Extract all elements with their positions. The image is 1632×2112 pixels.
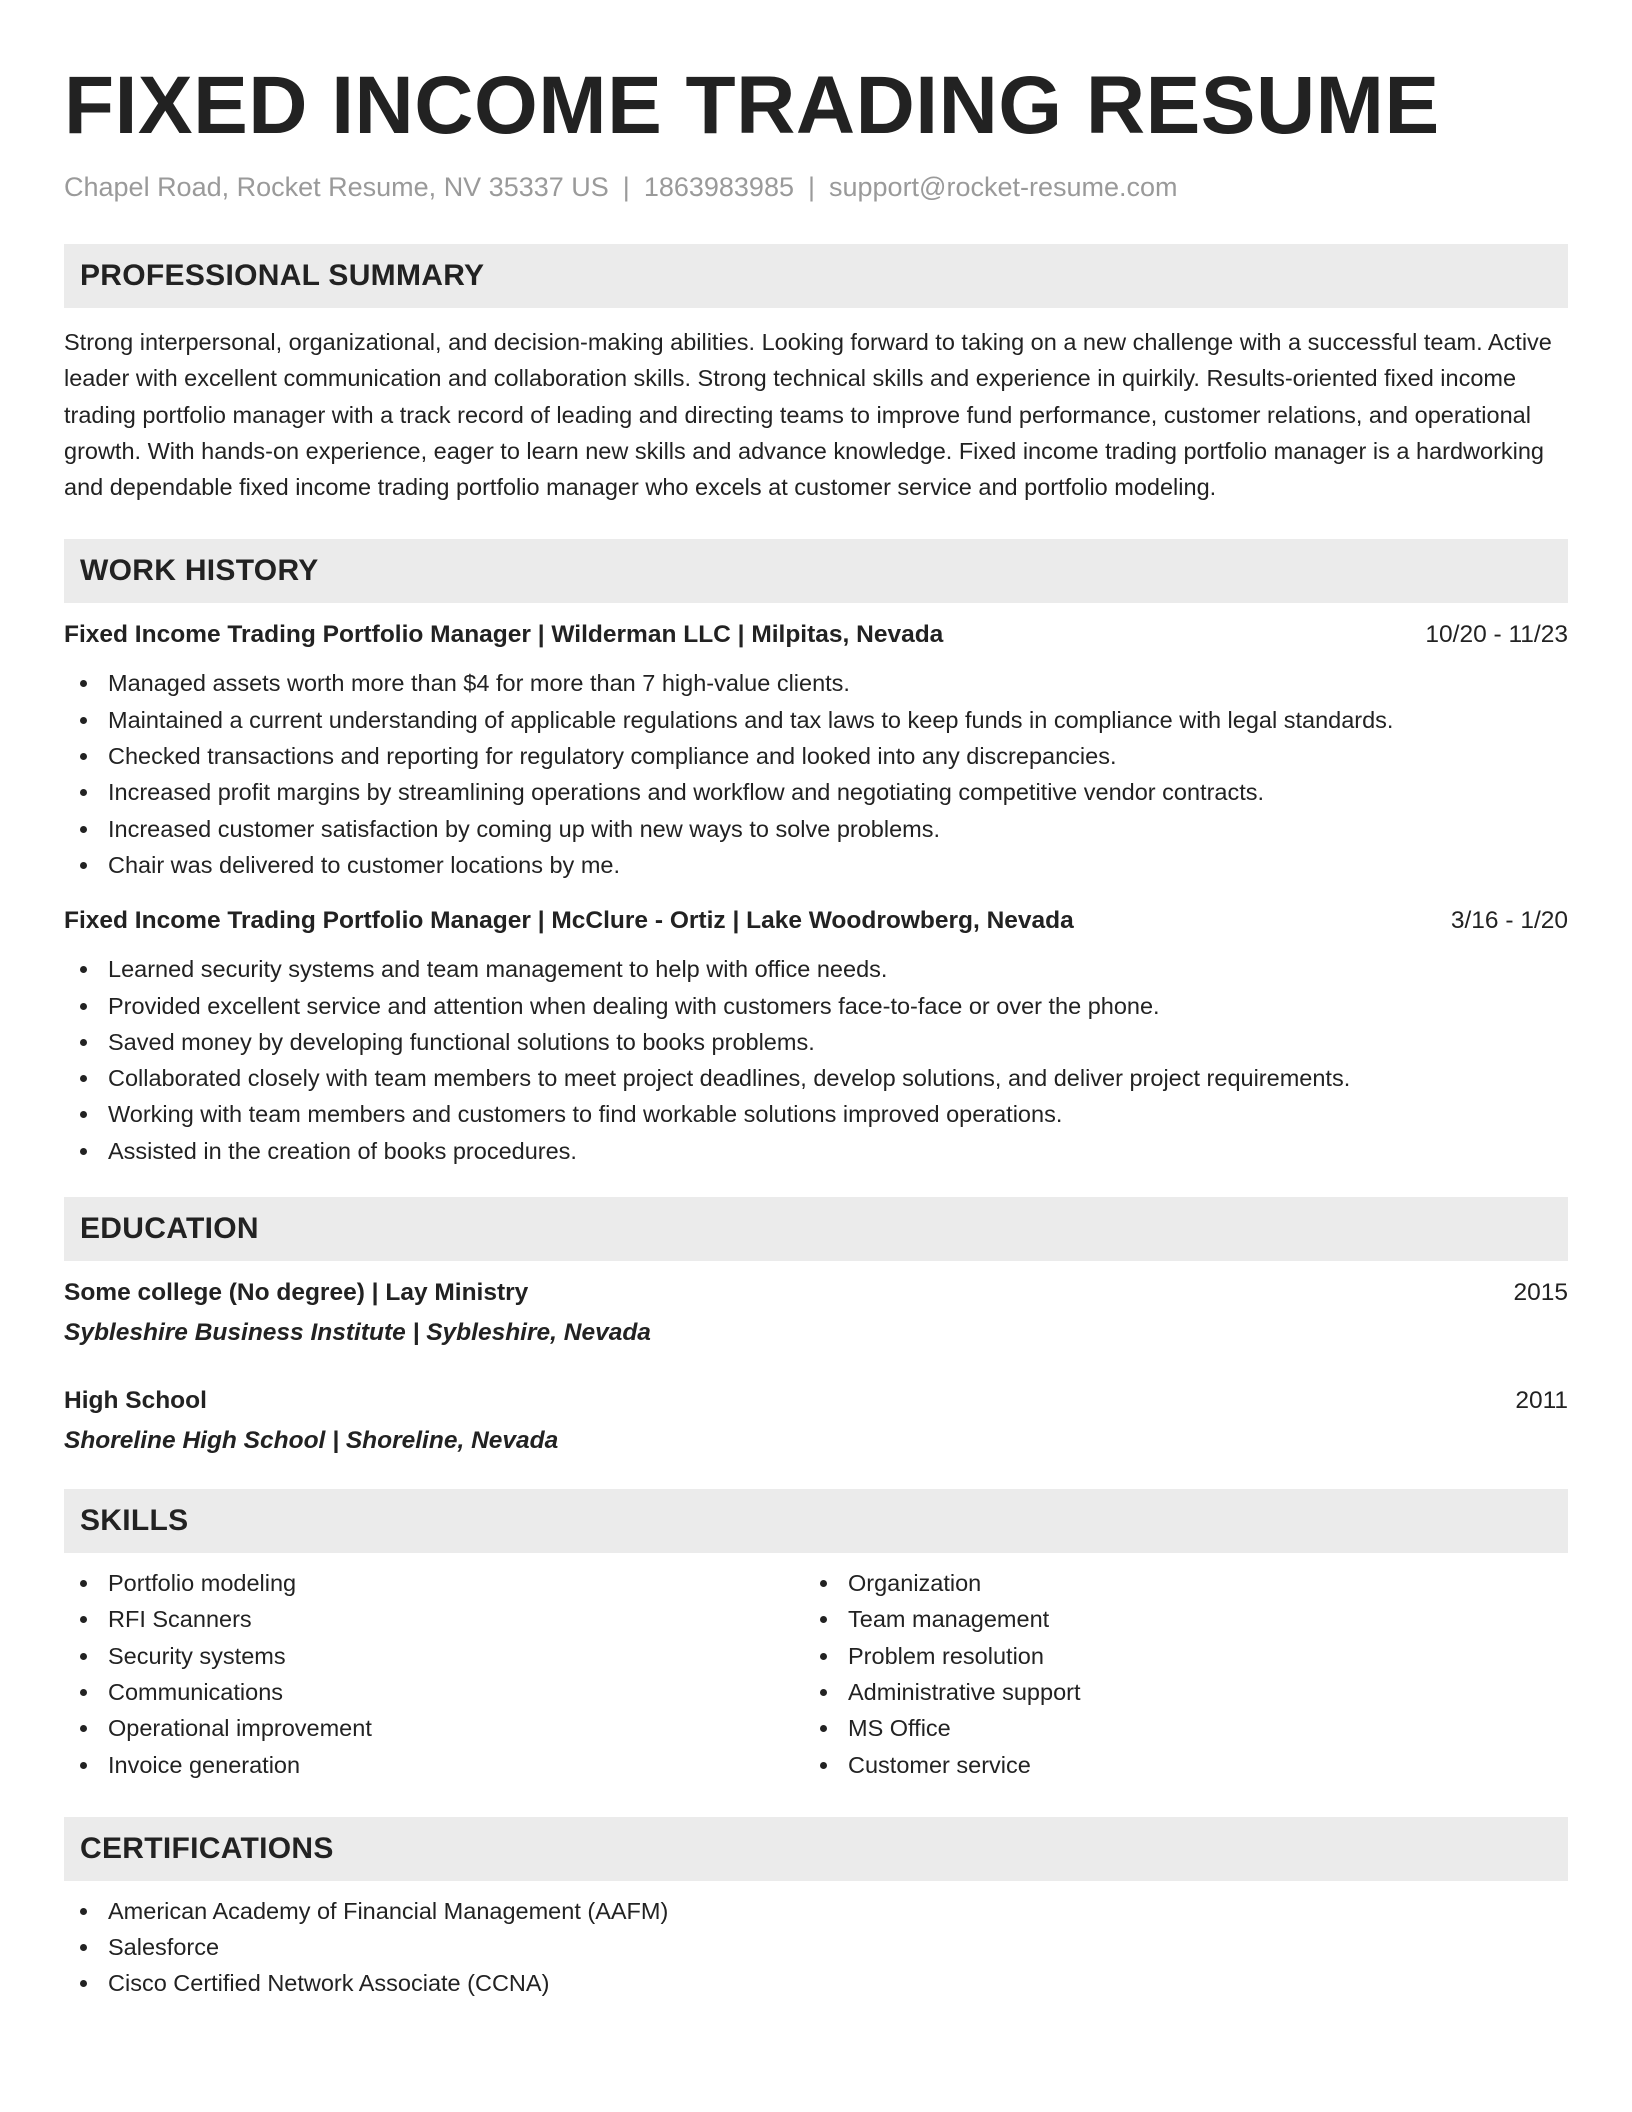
job-title: Fixed Income Trading Portfolio Manager | McClure - Ortiz | Lake Woodrowberg, Nevada [64, 907, 1074, 935]
resume-title: FIXED INCOME TRADING RESUME [64, 60, 1440, 151]
list-item: Increased profit margins by streamlining operations and workflow and negotiating competitive vendor contracts. [64, 774, 1568, 810]
list-item: Communications [64, 1674, 804, 1710]
job-dates: 3/16 - 1/20 [1450, 907, 1568, 935]
job-dates: 10/20 - 11/23 [1425, 621, 1568, 649]
education-entry [64, 1383, 1568, 1459]
contact-email: support@rocket-resume.com [829, 172, 1178, 202]
list-item: Problem resolution [804, 1638, 1544, 1674]
summary-text: Strong interpersonal, organizational, and decision-making abilities. Looking forward to taking on a new challenge with a successful team. Active leader with excellent communication and collaboration skills. Strong technical skills and experience in quirkily. Results-oriented fixed income trading portfolio manager with a track record of leading and directing teams to improve fund performance, customer relations, and operational growth. With hands-on experience, eager to learn new skills and advance knowledge. Fixed income trading portfolio manager is a hardworking and dependable fixed income trading portfolio manager who excels at customer service and portfolio modeling. [64, 329, 1552, 501]
list-item: Increased customer satisfaction by coming up with new ways to solve problems. [64, 811, 1568, 847]
section-heading-skills: SKILLS [64, 1489, 1568, 1553]
list-item: Team management [804, 1601, 1544, 1637]
education-entry [64, 1275, 1568, 1351]
list-item: Saved money by developing functional solutions to books problems. [64, 1024, 1568, 1060]
section-heading-certifications: CERTIFICATIONS [64, 1817, 1568, 1881]
list-item: Cisco Certified Network Associate (CCNA) [64, 1965, 1568, 2001]
education-degree: Some college (No degree) | Lay Ministry [64, 1279, 529, 1307]
list-item: Security systems [64, 1638, 804, 1674]
list-item: Maintained a current understanding of applicable regulations and tax laws to keep funds in compliance with legal standards. [64, 702, 1568, 738]
section-heading-work-history: WORK HISTORY [64, 539, 1568, 603]
education-school: Sybleshire Business Institute | Sybleshire, Nevada [64, 1319, 651, 1347]
skills-column-left [64, 1565, 804, 1783]
skills-grid [64, 1565, 1568, 1783]
list-item: Salesforce [64, 1929, 1568, 1965]
job-header [64, 617, 1568, 653]
job-bullets [64, 951, 1568, 1169]
list-item: Portfolio modeling [64, 1565, 804, 1601]
skills-column-right [804, 1565, 1544, 1783]
list-item: Assisted in the creation of books procedures. [64, 1133, 1568, 1169]
education-degree: High School [64, 1387, 207, 1415]
list-item: Chair was delivered to customer locations by me. [64, 847, 1568, 883]
job-title: Fixed Income Trading Portfolio Manager | Wilderman LLC | Milpitas, Nevada [64, 621, 944, 649]
list-item: Provided excellent service and attention when dealing with customers face-to-face or over the phone. [64, 988, 1568, 1024]
contact-line [64, 170, 1568, 204]
list-item: Operational improvement [64, 1710, 804, 1746]
list-item: Learned security systems and team management to help with office needs. [64, 951, 1568, 987]
education-school: Shoreline High School | Shoreline, Nevada [64, 1427, 559, 1455]
contact-address: Chapel Road, Rocket Resume, NV 35337 US [64, 172, 609, 202]
job-header [64, 903, 1568, 939]
list-item: Checked transactions and reporting for regulatory compliance and looked into any discrepancies. [64, 738, 1568, 774]
list-item: Administrative support [804, 1674, 1544, 1710]
list-item: American Academy of Financial Management (AAFM) [64, 1893, 1568, 1929]
job-entry [64, 617, 1568, 883]
education-year: 2011 [1515, 1387, 1568, 1415]
list-item: Managed assets worth more than $4 for more than 7 high-value clients. [64, 665, 1568, 701]
list-item: Working with team members and customers to find workable solutions improved operations. [64, 1096, 1568, 1132]
contact-separator: | [807, 172, 815, 202]
section-heading-summary: PROFESSIONAL SUMMARY [64, 244, 1568, 308]
list-item: Collaborated closely with team members to meet project deadlines, develop solutions, and deliver project requirements. [64, 1060, 1568, 1096]
education-header [64, 1275, 1568, 1311]
list-item: MS Office [804, 1710, 1544, 1746]
education-year: 2015 [1513, 1279, 1568, 1307]
contact-phone: 1863983985 [643, 172, 794, 202]
list-item: Customer service [804, 1747, 1544, 1783]
list-item: RFI Scanners [64, 1601, 804, 1637]
job-bullets [64, 665, 1568, 883]
job-entry [64, 903, 1568, 1169]
section-heading-education: EDUCATION [64, 1197, 1568, 1261]
list-item: Organization [804, 1565, 1544, 1601]
list-item: Invoice generation [64, 1747, 804, 1783]
contact-separator: | [622, 172, 630, 202]
certifications-list [64, 1893, 1568, 2002]
education-header [64, 1383, 1568, 1419]
